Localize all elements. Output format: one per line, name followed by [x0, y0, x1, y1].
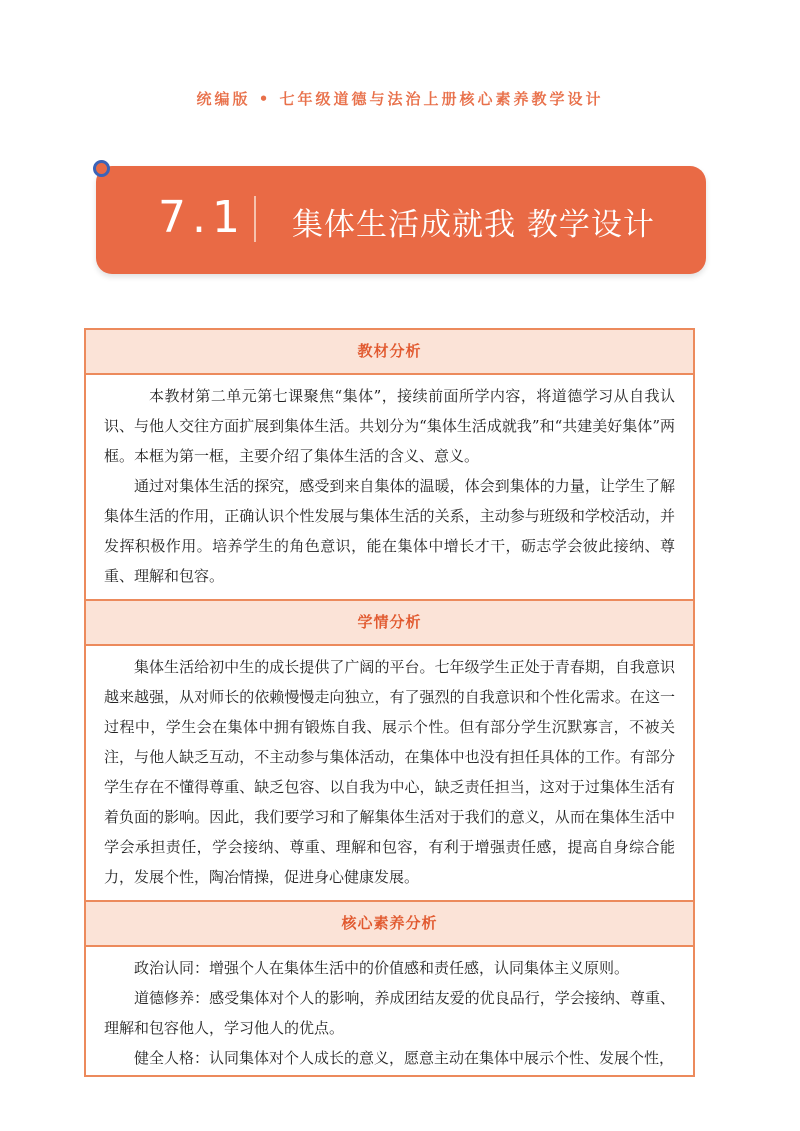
banner-divider [254, 196, 256, 242]
section-body-student-analysis [86, 644, 693, 902]
section-header-student-analysis: 学情分析 [86, 601, 693, 644]
paragraph: 通过对集体生活的探究，感受到来自集体的温暖，体会到集体的力量，让学生了解集体生活的作用，正确认识个性发展与集体生活的关系，主动参与班级和学校活动，并发挥积极作用。培养学生的角色意识，能在集体中增长才干，砺志学会彼此接纳、尊重、理解和包容。 [104, 477, 675, 585]
section-header-core-literacy: 核心素养分析 [86, 902, 693, 945]
section-body-core-literacy [86, 945, 693, 1075]
lesson-number: 7.1 [158, 192, 246, 243]
banner-dot-icon [93, 160, 110, 177]
paragraph: 集体生活给初中生的成长提供了广阔的平台。七年级学生正处于青春期，自我意识越来越强，从对师长的依赖慢慢走向独立，有了强烈的自我意识和个性化需求。在这一过程中，学生会在集体中拥有锻炼自我、展示个性。但有部分学生沉默寡言，不被关注，与他人缺乏互动，不主动参与集体活动，在集体中也没有担任具体的工作。有部分学生存在不懂得尊重、缺乏包容、以自我为中心，缺乏责任担当，这对于过集体生活有着负面的影响。因此，我们要学习和了解集体生活对于我们的意义，从而在集体生活中学会承担责任，学会接纳、尊重、理解和包容，有利于增强责任感，提高自身综合能力，发展个性，陶冶情操，促进身心健康发展。 [104, 658, 675, 886]
lesson-design-table [84, 328, 695, 1077]
paragraph: 本教材第二单元第七课聚焦“集体”，接续前面所学内容，将道德学习从自我认识、与他人交往方面扩展到集体生活。共划分为“集体生活成就我”和“共建美好集体”两框。本框为第一框，主要介绍了集体生活的含义、意义。 [104, 387, 675, 465]
section-body-textbook-analysis [86, 373, 693, 601]
paragraph: 健全人格：认同集体对个人成长的意义，愿意主动在集体中展示个性、发展个性， [134, 1049, 675, 1067]
paragraph: 道德修养：感受集体对个人的影响，养成团结友爱的优良品行，学会接纳、尊重、理解和包容他人，学习他人的优点。 [104, 989, 675, 1037]
running-header: 统编版 • 七年级道德与法治上册核心素养教学设计 [196, 90, 604, 108]
paragraph: 政治认同：增强个人在集体生活中的价值感和责任感，认同集体主义原则。 [134, 959, 630, 977]
lesson-title: 集体生活成就我 教学设计 [292, 207, 655, 243]
section-header-textbook-analysis: 教材分析 [86, 330, 693, 373]
lesson-title-banner [96, 166, 706, 274]
